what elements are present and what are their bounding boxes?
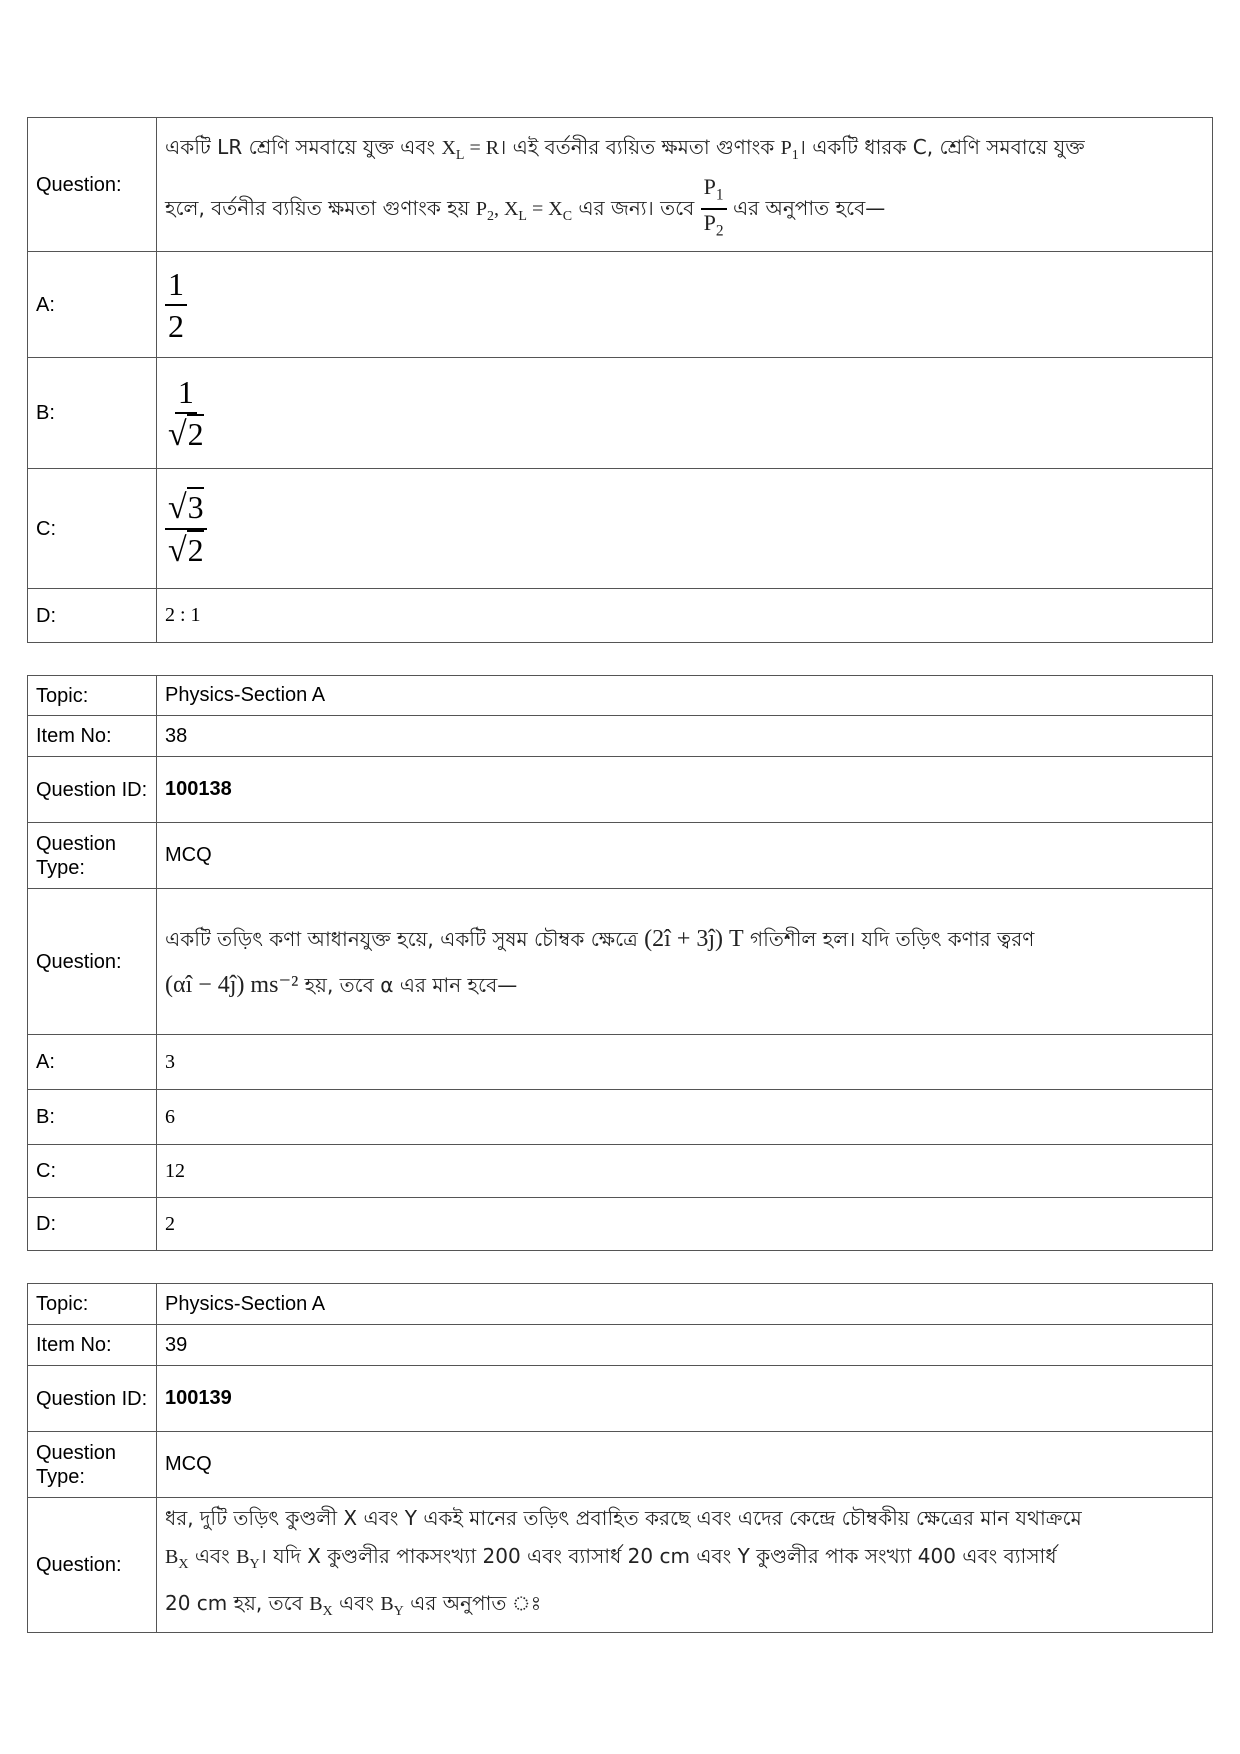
math-bx: $B_X$: [165, 1546, 189, 1572]
option-a-row: [28, 252, 1213, 358]
option-a-value: [157, 252, 1213, 358]
option-b-row: [28, 1090, 1213, 1145]
option-c-row: [28, 469, 1213, 589]
option-a-label: A:: [28, 252, 157, 358]
question-seg: গতিশীল হল। যদি তড়িৎ কণার ত্বরণ: [743, 926, 1035, 951]
topic-value: Physics-Section A: [157, 676, 1213, 716]
question-type-row: [28, 1432, 1213, 1498]
fraction-one-half: $\frac{1}{2}$: [165, 266, 187, 344]
fraction-one-over-root-two: $\frac{1}{√2}$: [168, 373, 204, 453]
question-label: Question:: [28, 889, 157, 1035]
question-seg: । যদি X কুণ্ডলীর পাকসংখ্যা 200 এবং ব্যাসার্ধ 20 cm এবং Y কুণ্ডলীর পাক সংখ্যা 400 এবং ব্যাসার্ধ: [259, 1544, 1057, 1568]
math-xl-eq-r: $X_L = R$: [441, 136, 500, 163]
question-text: [157, 118, 1213, 252]
option-d-label: D:: [28, 589, 157, 643]
option-a-label: A:: [28, 1035, 157, 1090]
question-37-table: [27, 117, 1213, 643]
question-type-label: Question Type:: [28, 1432, 157, 1498]
question-38-table: [27, 675, 1213, 1251]
item-no-row: [28, 1325, 1213, 1366]
question-seg: হলে, বর্তনীর ব্যয়িত ক্ষমতা গুণাংক হয়: [165, 195, 476, 220]
question-seg: এবং: [188, 1544, 237, 1568]
question-seg: একটি LR শ্রেণি সমবায়ে যুক্ত এবং: [165, 134, 442, 159]
question-line-3: [165, 1584, 1204, 1631]
topic-label: Topic:: [28, 1284, 157, 1325]
option-c-label: C:: [28, 469, 157, 589]
question-seg: । একটি ধারক C, শ্রেণি সমবায়ে যুক্ত: [798, 134, 1085, 159]
question-type-row: [28, 823, 1213, 889]
option-d-label: D:: [28, 1198, 157, 1251]
item-no-row: [28, 716, 1213, 757]
math-acceleration-vector: (αî − 4ĵ) ms⁻²: [165, 971, 299, 998]
question-type-value: MCQ: [157, 823, 1213, 889]
question-seg: 20 cm হয়, তবে: [165, 1591, 310, 1615]
item-no-label: Item No:: [28, 1325, 157, 1366]
question-seg: । এই বর্তনীর ব্যয়িত ক্ষমতা গুণাংক: [499, 134, 781, 159]
option-c-row: [28, 1145, 1213, 1198]
math-by: $B_Y$: [380, 1593, 404, 1619]
option-b-label: B:: [28, 1090, 157, 1145]
math-p1: $P_1$: [780, 136, 799, 163]
option-b-row: [28, 358, 1213, 469]
option-a-value: 3: [157, 1035, 1213, 1090]
math-field-vector: (2î + 3ĵ) T: [644, 925, 744, 952]
item-no-value: 39: [157, 1325, 1213, 1366]
option-d-row: [28, 589, 1213, 643]
math-p1-over-p2: $\frac{P_1}{P_2}$: [701, 176, 727, 243]
topic-label: Topic:: [28, 676, 157, 716]
question-seg: একটি তড়িৎ কণা আধানযুক্ত হয়ে, একটি সুষম চৌম্বক ক্ষেত্রে: [165, 926, 645, 951]
math-by: $B_Y$: [236, 1546, 260, 1572]
item-no-value: 38: [157, 716, 1213, 757]
question-id-label: Question ID:: [28, 757, 157, 823]
option-b-value: [157, 358, 1213, 469]
question-row: [28, 1498, 1213, 1633]
question-seg: এবং: [332, 1591, 381, 1615]
question-line-1: [165, 916, 1204, 962]
fraction-root-three-over-root-two: $\frac{√3}{√2}$: [165, 489, 207, 569]
question-seg: হয়, তবে α এর মান হবে—: [298, 972, 518, 997]
question-label: Question:: [28, 1498, 157, 1633]
question-row: [28, 118, 1213, 252]
item-no-label: Item No:: [28, 716, 157, 757]
question-seg: এর জন্য। তবে: [572, 195, 701, 220]
option-c-value: [157, 469, 1213, 589]
option-c-label: C:: [28, 1145, 157, 1198]
option-d-row: [28, 1198, 1213, 1251]
option-d-value: 2: [157, 1198, 1213, 1251]
topic-value: Physics-Section A: [157, 1284, 1213, 1325]
question-row: [28, 889, 1213, 1035]
question-line-2: [165, 173, 1204, 243]
question-line-1: ধর, দুটি তড়িৎ কুণ্ডলী X এবং Y একই মানের তড়িৎ প্রবাহিত করছে এবং এদের কেন্দ্রে চৌম্বকীয় ক্ষেত্রের মান যথাক্রমে: [165, 1506, 1082, 1530]
question-label: Question:: [28, 118, 157, 252]
question-type-label: Question Type:: [28, 823, 157, 889]
question-type-value: MCQ: [157, 1432, 1213, 1498]
math-p2-xl-xc: $P_2$, $X_L = X_C$: [475, 197, 573, 224]
question-id-value: 100139: [157, 1366, 1213, 1432]
option-b-label: B:: [28, 358, 157, 469]
question-id-row: [28, 1366, 1213, 1432]
question-line-1: [165, 127, 1204, 176]
question-line-2: [165, 962, 1204, 1008]
math-bx: $B_X$: [309, 1593, 333, 1619]
question-id-row: [28, 757, 1213, 823]
option-a-row: [28, 1035, 1213, 1090]
question-text: [157, 889, 1213, 1035]
option-b-value: 6: [157, 1090, 1213, 1145]
option-c-value: 12: [157, 1145, 1213, 1198]
question-text: [157, 1498, 1213, 1633]
topic-row: [28, 676, 1213, 716]
question-seg: এর অনুপাত হবে—: [726, 195, 886, 220]
question-seg: এর অনুপাত ঃ: [403, 1591, 542, 1615]
question-39-table: [27, 1283, 1213, 1633]
option-d-value: 2 : 1: [157, 589, 1213, 643]
question-id-label: Question ID:: [28, 1366, 157, 1432]
question-line-2: [165, 1537, 1204, 1584]
question-id-value: 100138: [157, 757, 1213, 823]
topic-row: [28, 1284, 1213, 1325]
